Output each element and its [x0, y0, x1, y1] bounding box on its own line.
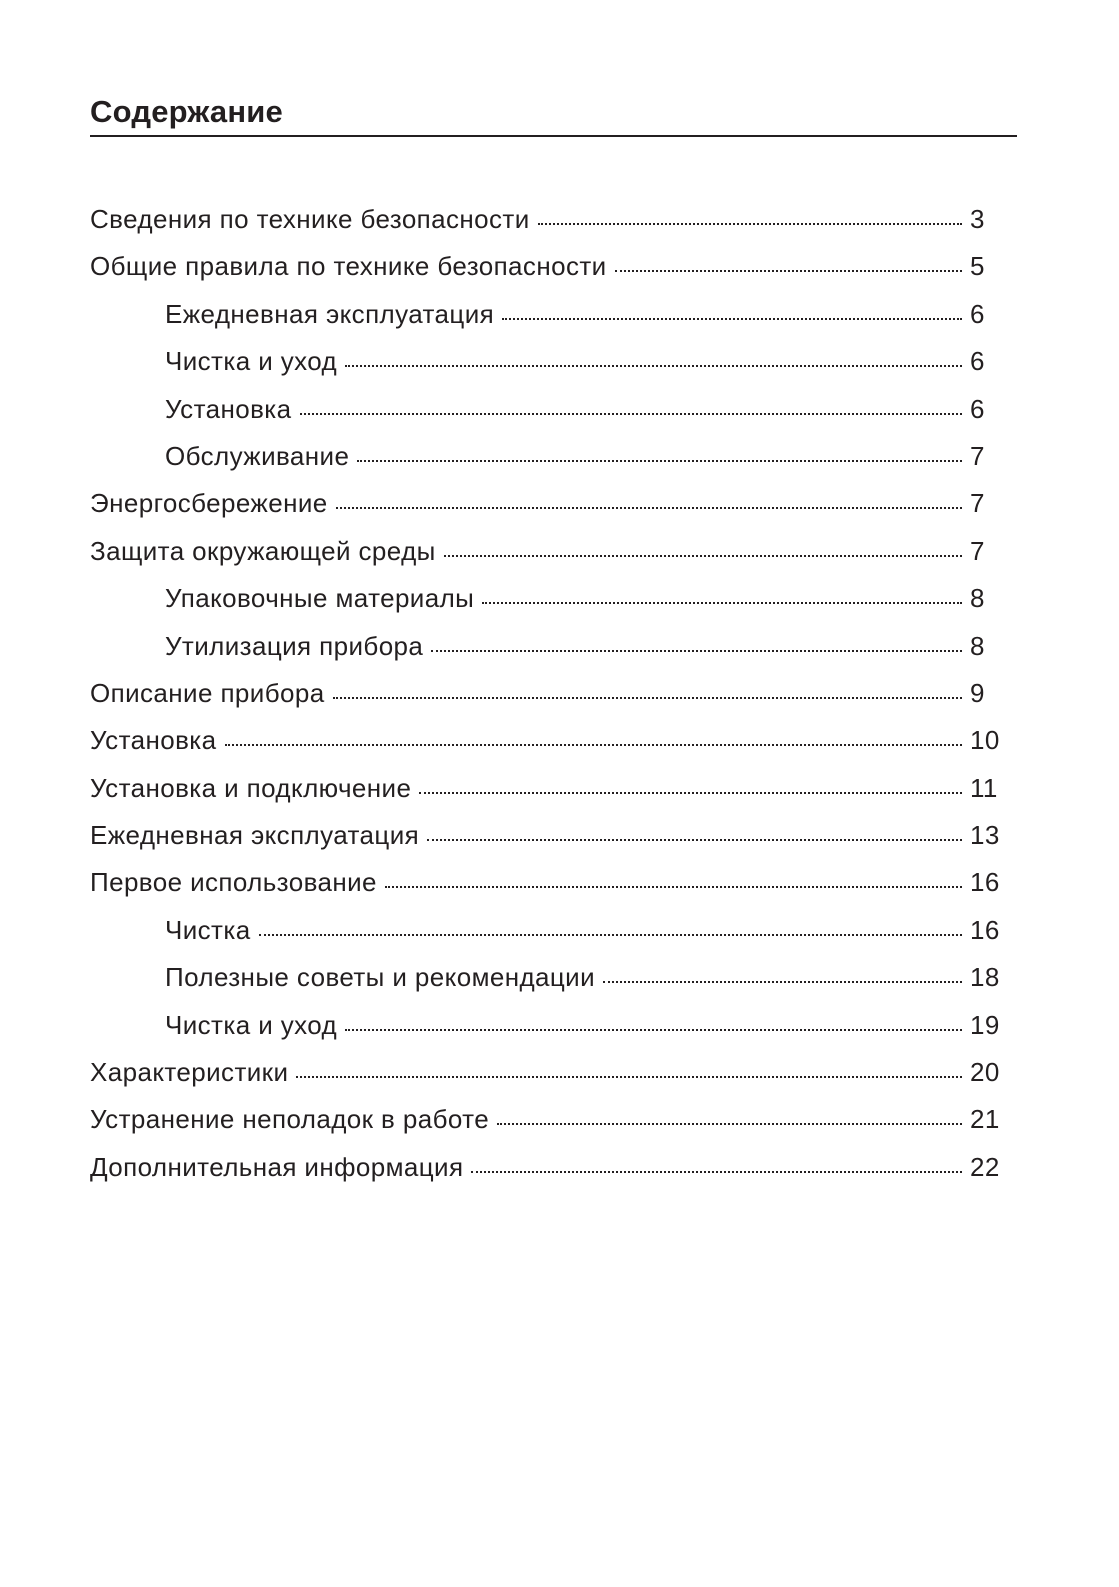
toc-entry-page-number: 6: [970, 346, 985, 377]
toc-subentry[interactable]: [90, 1002, 1002, 1049]
dot-leader: [538, 223, 962, 225]
dot-leader: [431, 650, 962, 652]
dot-leader: [345, 365, 962, 367]
toc-entry-title: Ежедневная эксплуатация: [165, 298, 495, 329]
toc-subentry[interactable]: [90, 907, 1002, 954]
toc-entry[interactable]: [90, 528, 1002, 575]
toc-entry-title: Установка: [165, 393, 292, 424]
dot-leader: [296, 1076, 962, 1078]
toc-subentry[interactable]: [90, 291, 1002, 338]
toc-entry-page-number: 6: [970, 393, 985, 424]
toc-entry-title: Чистка: [165, 914, 251, 945]
toc-entry-title: Утилизация прибора: [165, 630, 424, 661]
toc-entry-page-number: 11: [970, 772, 998, 803]
toc-subentry[interactable]: [90, 575, 1002, 622]
dot-leader: [502, 318, 962, 320]
dot-leader: [385, 886, 962, 888]
dot-leader: [615, 270, 962, 272]
toc-entry[interactable]: [90, 480, 1002, 527]
toc-entry-page-number: 8: [970, 583, 985, 614]
dot-leader: [336, 507, 962, 509]
toc-entry-title: Ежедневная эксплуатация: [90, 820, 420, 851]
toc-entry[interactable]: [90, 717, 1002, 764]
toc-entry-page-number: 13: [970, 820, 1000, 851]
toc-entry[interactable]: [90, 812, 1002, 859]
toc-entry-page-number: 3: [970, 204, 985, 234]
dot-leader: [427, 839, 962, 841]
toc-entry-title: Упаковочные материалы: [165, 583, 475, 614]
dot-leader: [259, 934, 962, 936]
toc-entry-page-number: 7: [970, 488, 985, 519]
toc-entry-page-number: 5: [970, 251, 985, 282]
toc-entry[interactable]: [90, 1096, 1002, 1143]
toc-entry[interactable]: [90, 670, 1002, 717]
toc-entry-page-number: 9: [970, 677, 985, 708]
toc-entry-page-number: 7: [970, 535, 985, 566]
toc-entry[interactable]: [90, 1144, 1002, 1191]
toc-entry-title: Описание прибора: [90, 677, 325, 708]
toc-entry[interactable]: [90, 243, 1002, 290]
toc-entry-title: Первое использование: [90, 867, 377, 898]
toc-entry-title: Чистка и уход: [165, 346, 338, 377]
toc-entry-page-number: 22: [970, 1151, 1000, 1182]
dot-leader: [357, 460, 962, 462]
toc-entry-title: Полезные советы и рекомендации: [165, 962, 596, 993]
toc-entry-page-number: 16: [970, 867, 1000, 898]
toc-entry-page-number: 19: [970, 1009, 1000, 1040]
heading-divider: [90, 135, 1017, 137]
page-title: Содержание: [90, 94, 283, 129]
toc-entry-title: Характеристики: [90, 1057, 289, 1088]
toc-entry-page-number: 21: [970, 1104, 1000, 1135]
toc-entry[interactable]: [90, 765, 1002, 812]
dot-leader: [497, 1123, 962, 1125]
toc-entry-title: Дополнительная информация: [90, 1151, 464, 1182]
toc-entry-title: Энергосбережение: [90, 488, 328, 519]
dot-leader: [603, 981, 962, 983]
dot-leader: [300, 413, 963, 415]
toc-subentry[interactable]: [90, 433, 1002, 480]
table-of-contents: [90, 196, 1002, 1191]
toc-entry-page-number: 6: [970, 298, 985, 329]
toc-entry-title: Установка и подключение: [90, 772, 412, 803]
dot-leader: [444, 555, 962, 557]
dot-leader: [482, 602, 962, 604]
dot-leader: [471, 1171, 962, 1173]
toc-subentry[interactable]: [90, 338, 1002, 385]
dot-leader: [225, 744, 963, 746]
dot-leader: [333, 697, 962, 699]
toc-subentry[interactable]: [90, 623, 1002, 670]
toc-subentry[interactable]: [90, 386, 1002, 433]
toc-entry-title: Защита окружающей среды: [90, 535, 436, 566]
toc-entry-title: Сведения по технике безопасности: [90, 204, 530, 234]
toc-entry-title: Устранение неполадок в работе: [90, 1104, 490, 1135]
toc-entry[interactable]: [90, 1049, 1002, 1096]
dot-leader: [419, 792, 962, 794]
toc-entry-title: Чистка и уход: [165, 1009, 338, 1040]
toc-entry-page-number: 7: [970, 440, 985, 471]
dot-leader: [345, 1029, 962, 1031]
toc-entry-page-number: 16: [970, 914, 1000, 945]
toc-subentry[interactable]: [90, 954, 1002, 1001]
toc-entry-page-number: 10: [970, 725, 1000, 756]
toc-entry-page-number: 18: [970, 962, 1000, 993]
toc-entry[interactable]: [90, 859, 1002, 906]
toc-entry-page-number: 8: [970, 630, 985, 661]
toc-entry-title: Обслуживание: [165, 440, 350, 471]
toc-entry[interactable]: [90, 196, 1002, 243]
toc-entry-title: Общие правила по технике безопасности: [90, 251, 607, 282]
toc-entry-title: Установка: [90, 725, 217, 756]
toc-entry-page-number: 20: [970, 1057, 1000, 1088]
